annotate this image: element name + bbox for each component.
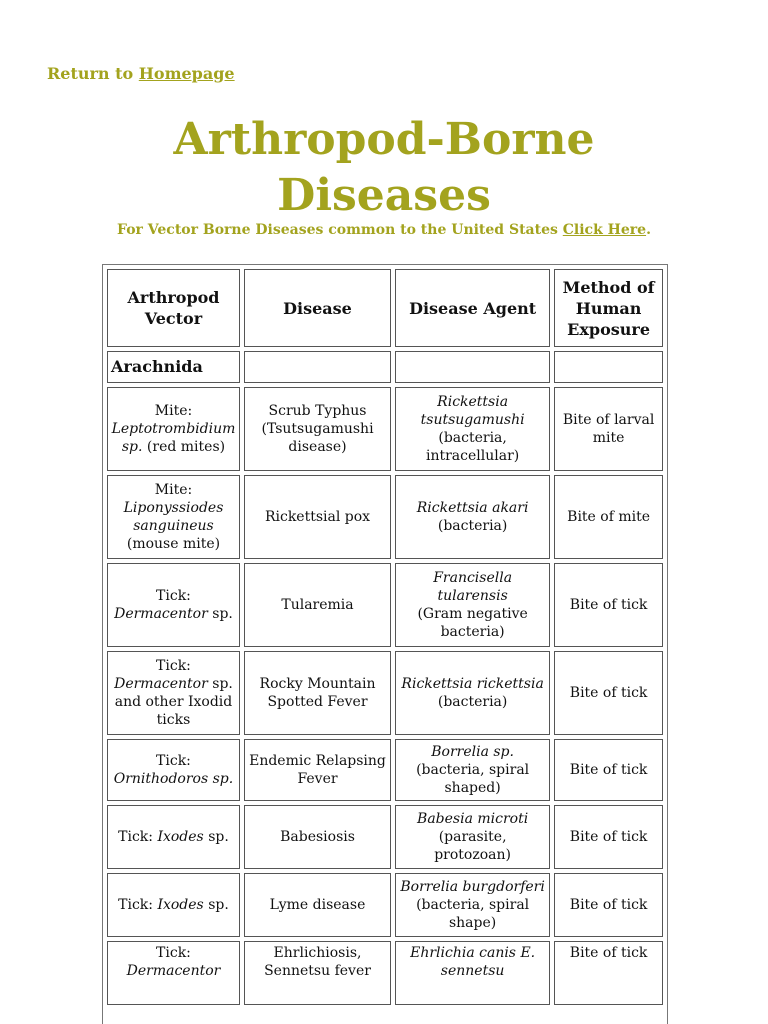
disease-cell: Endemic Relapsing Fever [244, 739, 391, 801]
section-row [107, 351, 663, 383]
vector-cell: Mite: Leptotrombidium sp. (red mites) [107, 387, 240, 471]
disease-cell: Lyme disease [244, 873, 391, 937]
empty-cell [554, 351, 663, 383]
section-label: Arachnida [107, 351, 240, 383]
agent-cell: Borrelia sp. (bacteria, spiral shaped) [395, 739, 550, 801]
disease-cell: Tularemia [244, 563, 391, 647]
header-vector: Arthropod Vector [107, 269, 240, 347]
agent-cell: Francisella tularensis (Gram negative bacteria) [395, 563, 550, 647]
exposure-cell: Bite of tick [554, 805, 663, 869]
disease-cell: Babesiosis [244, 805, 391, 869]
vector-cell: Tick: Ixodes sp. [107, 873, 240, 937]
page-title [0, 112, 768, 224]
vector-cell: Tick: Dermacentor sp. [107, 563, 240, 647]
title-line-1: Arthropod-Borne [173, 114, 595, 165]
table-row [107, 739, 663, 801]
vector-cell: Mite: Liponyssiodes sanguineus (mouse mite) [107, 475, 240, 559]
click-here-link[interactable]: Click Here [562, 222, 647, 238]
table-header-row [107, 269, 663, 347]
title-line-2: Diseases [277, 170, 491, 221]
vector-cell: Tick: Ixodes sp. [107, 805, 240, 869]
exposure-cell: Bite of tick [554, 941, 663, 1005]
subtitle [0, 222, 768, 238]
agent-cell: Rickettsia akari (bacteria) [395, 475, 550, 559]
table-row [107, 805, 663, 869]
return-prefix: Return to [47, 64, 134, 83]
exposure-cell: Bite of tick [554, 651, 663, 735]
agent-cell: Ehrlichia canis E. sennetsu [395, 941, 550, 1005]
table-row [107, 563, 663, 647]
empty-cell [395, 351, 550, 383]
header-disease: Disease [244, 269, 391, 347]
table-row [107, 873, 663, 937]
subtitle-suffix: . [646, 222, 651, 238]
vector-cell: Tick: Ornithodoros sp. [107, 739, 240, 801]
table-row [107, 941, 663, 1005]
return-line [47, 64, 235, 83]
agent-cell: Rickettsia tsutsugamushi (bacteria, intracellular) [395, 387, 550, 471]
disease-cell: Rickettsial pox [244, 475, 391, 559]
exposure-cell: Bite of tick [554, 873, 663, 937]
table-row [107, 475, 663, 559]
disease-table-container [102, 264, 668, 1024]
empty-cell [244, 351, 391, 383]
header-agent: Disease Agent [395, 269, 550, 347]
disease-cell: Scrub Typhus (Tsutsugamushi disease) [244, 387, 391, 471]
exposure-cell: Bite of tick [554, 739, 663, 801]
vector-cell: Tick: Dermacentor [107, 941, 240, 1005]
homepage-link[interactable]: Homepage [138, 64, 235, 83]
disease-table [103, 265, 667, 1009]
table-row [107, 387, 663, 471]
exposure-cell: Bite of larval mite [554, 387, 663, 471]
exposure-cell: Bite of tick [554, 563, 663, 647]
table-row [107, 651, 663, 735]
agent-cell: Babesia microti (parasite, protozoan) [395, 805, 550, 869]
agent-cell: Rickettsia rickettsia (bacteria) [395, 651, 550, 735]
disease-cell: Ehrlichiosis, Sennetsu fever [244, 941, 391, 1005]
subtitle-prefix: For Vector Borne Diseases common to the United States [117, 222, 558, 238]
disease-cell: Rocky Mountain Spotted Fever [244, 651, 391, 735]
agent-cell: Borrelia burgdorferi (bacteria, spiral shape) [395, 873, 550, 937]
exposure-cell: Bite of mite [554, 475, 663, 559]
vector-cell: Tick: Dermacentor sp. and other Ixodid ticks [107, 651, 240, 735]
header-exposure: Method of Human Exposure [554, 269, 663, 347]
